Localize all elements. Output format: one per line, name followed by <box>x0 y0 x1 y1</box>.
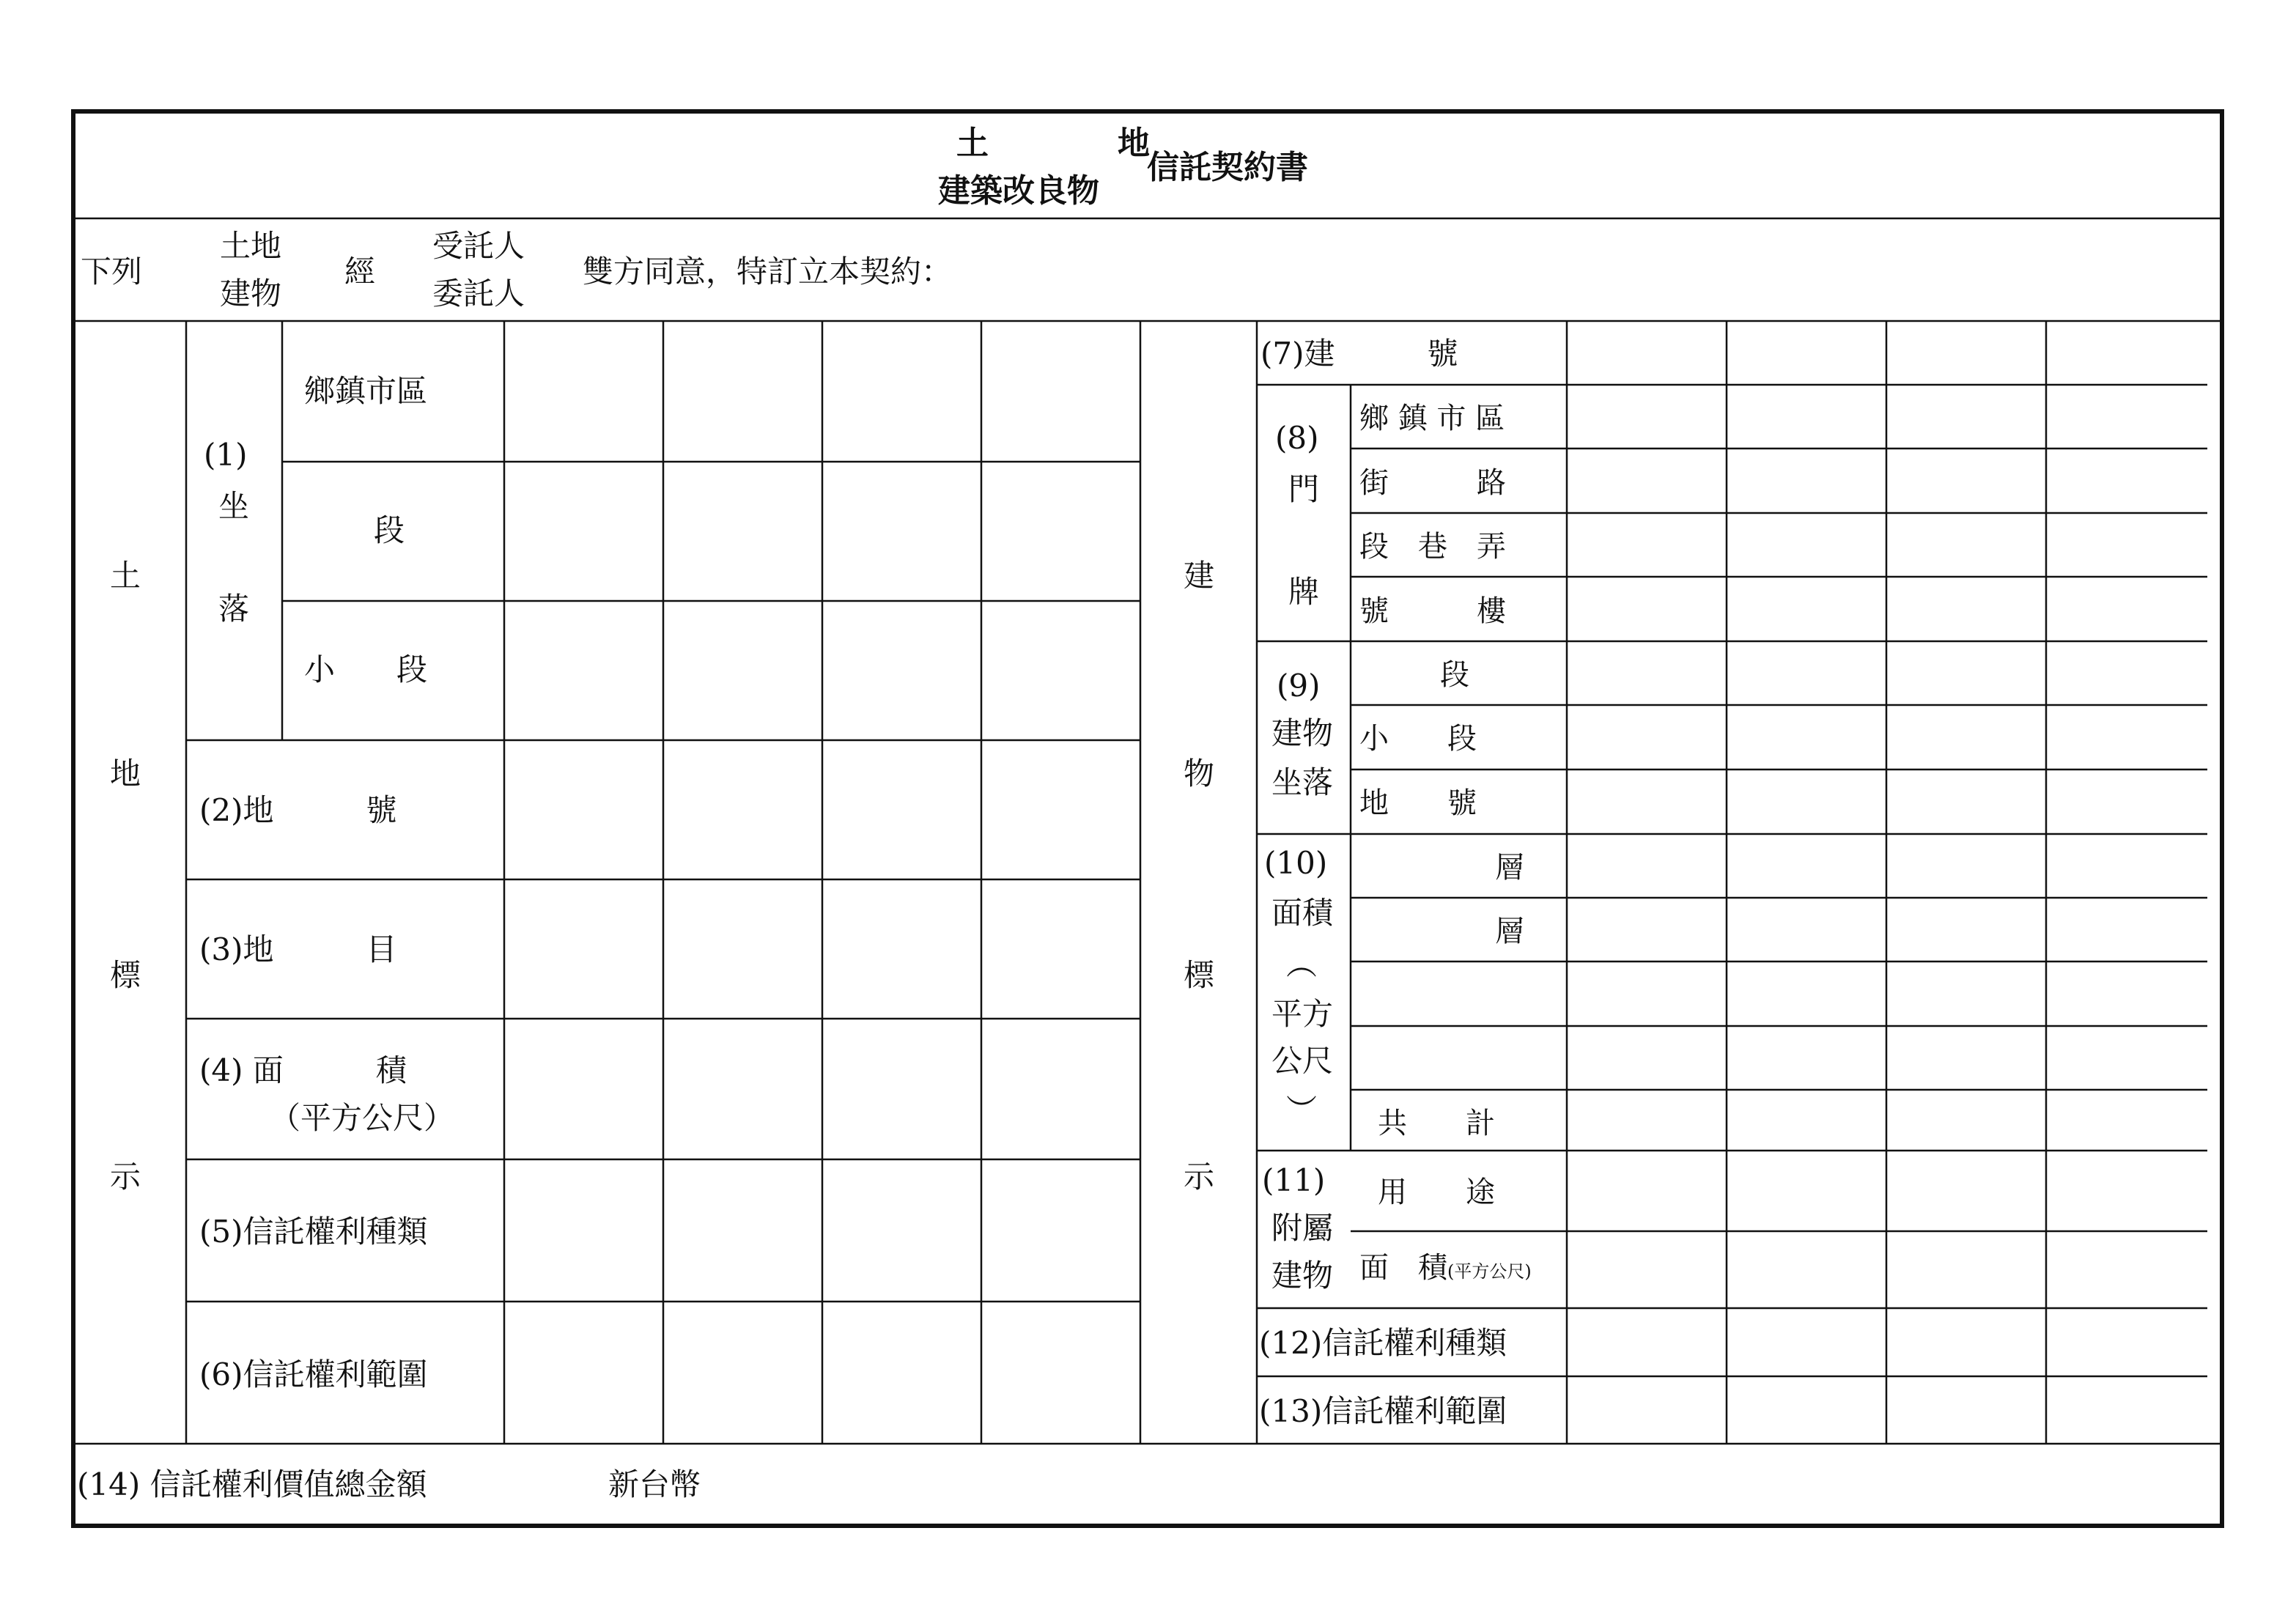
area-unit-label: （平方公尺） <box>270 1100 455 1136</box>
total-value-label: (14) 信託權利價值總金額 <box>77 1466 427 1502</box>
svg-text:建: 建 <box>1184 558 1215 594</box>
section-label: 段 <box>374 512 405 548</box>
svg-text:物: 物 <box>1184 756 1215 791</box>
svg-text:標: 標 <box>110 957 141 993</box>
title-land: 土 地 <box>956 125 1150 162</box>
door-plate-num: (8) <box>1275 420 1319 456</box>
intro-agreement: 雙方同意，特訂立本契約： <box>583 254 953 289</box>
title-suffix: 信託契約書 <box>1147 149 1308 186</box>
door-township-label: 鄉 鎮 市 區 <box>1359 402 1505 435</box>
intro-land: 土地 <box>220 228 282 264</box>
svg-text:示: 示 <box>110 1159 141 1195</box>
area-num: (10) <box>1264 845 1328 881</box>
intro-prefix: 下列 <box>81 254 143 289</box>
land-category-label: (3)地 目 <box>199 931 397 967</box>
attached-line-1: 附屬 <box>1271 1210 1334 1246</box>
area-line-1: 面積 <box>1271 895 1334 931</box>
trust-right-type-label: (5)信託權利種類 <box>199 1214 428 1250</box>
area-line-3: 公尺 <box>1271 1043 1334 1079</box>
door-plate-char-1: 門 <box>1288 471 1320 507</box>
svg-text:土: 土 <box>110 558 141 594</box>
building-number-label: (7)建 號 <box>1260 336 1458 372</box>
attached-use-label: 用 途 <box>1378 1175 1495 1209</box>
location-line-2: 坐落 <box>1271 764 1334 800</box>
area-total-label: 共 計 <box>1378 1107 1495 1140</box>
area-paren-close: ︶ <box>1286 1093 1318 1129</box>
svg-text:地: 地 <box>110 756 141 791</box>
building-section-label <box>1184 558 1215 1195</box>
intro-via: 經 <box>344 254 376 289</box>
intro-settlor: 委託人 <box>432 276 525 311</box>
subsection-label: 小 段 <box>304 652 428 687</box>
svg-text:標: 標 <box>1184 957 1215 993</box>
attached-area-label: 面 積 <box>1359 1251 1447 1285</box>
loc-subsection-label: 小 段 <box>1359 722 1477 756</box>
land-section-label <box>110 558 141 1195</box>
intro-building: 建物 <box>220 276 282 311</box>
lot-number-label: (2)地 號 <box>199 792 397 828</box>
intro-trustee: 受託人 <box>432 228 525 264</box>
title-building-improvement: 建築改良物 <box>938 172 1099 210</box>
location-num: (9) <box>1277 668 1321 704</box>
floor-label-1: 層 <box>1495 851 1524 885</box>
location-group-char-2: 落 <box>218 591 250 627</box>
floor-label-2: 層 <box>1495 915 1524 948</box>
door-street-label: 街 路 <box>1359 466 1506 500</box>
door-lane-label: 段 巷 弄 <box>1359 530 1506 564</box>
door-plate-char-2: 牌 <box>1288 574 1320 610</box>
location-group-num: (1) <box>204 437 248 473</box>
land-grid <box>186 321 1140 1444</box>
loc-section-label: 段 <box>1440 658 1469 692</box>
door-floor-label: 號 樓 <box>1359 594 1506 628</box>
township-label: 鄉鎮市區 <box>304 373 428 409</box>
location-group-char-1: 坐 <box>218 488 250 524</box>
building-trust-right-scope-label: (13)信託權利範圍 <box>1259 1393 1507 1429</box>
area-line-2: 平方 <box>1271 996 1334 1032</box>
location-line-1: 建物 <box>1271 715 1334 751</box>
trust-right-scope-label: (6)信託權利範圍 <box>199 1357 428 1392</box>
area-paren-open: ︵ <box>1286 946 1318 982</box>
svg-text:示: 示 <box>1184 1159 1215 1195</box>
building-trust-right-type-label: (12)信託權利種類 <box>1259 1325 1507 1361</box>
attached-line-2: 建物 <box>1271 1258 1334 1293</box>
currency-label: 新台幣 <box>608 1466 701 1502</box>
loc-lot-label: 地 號 <box>1359 786 1477 820</box>
attached-num: (11) <box>1262 1162 1326 1198</box>
attached-area-unit: (平方公尺) <box>1447 1261 1532 1282</box>
area-label: (4) 面 積 <box>199 1052 407 1088</box>
